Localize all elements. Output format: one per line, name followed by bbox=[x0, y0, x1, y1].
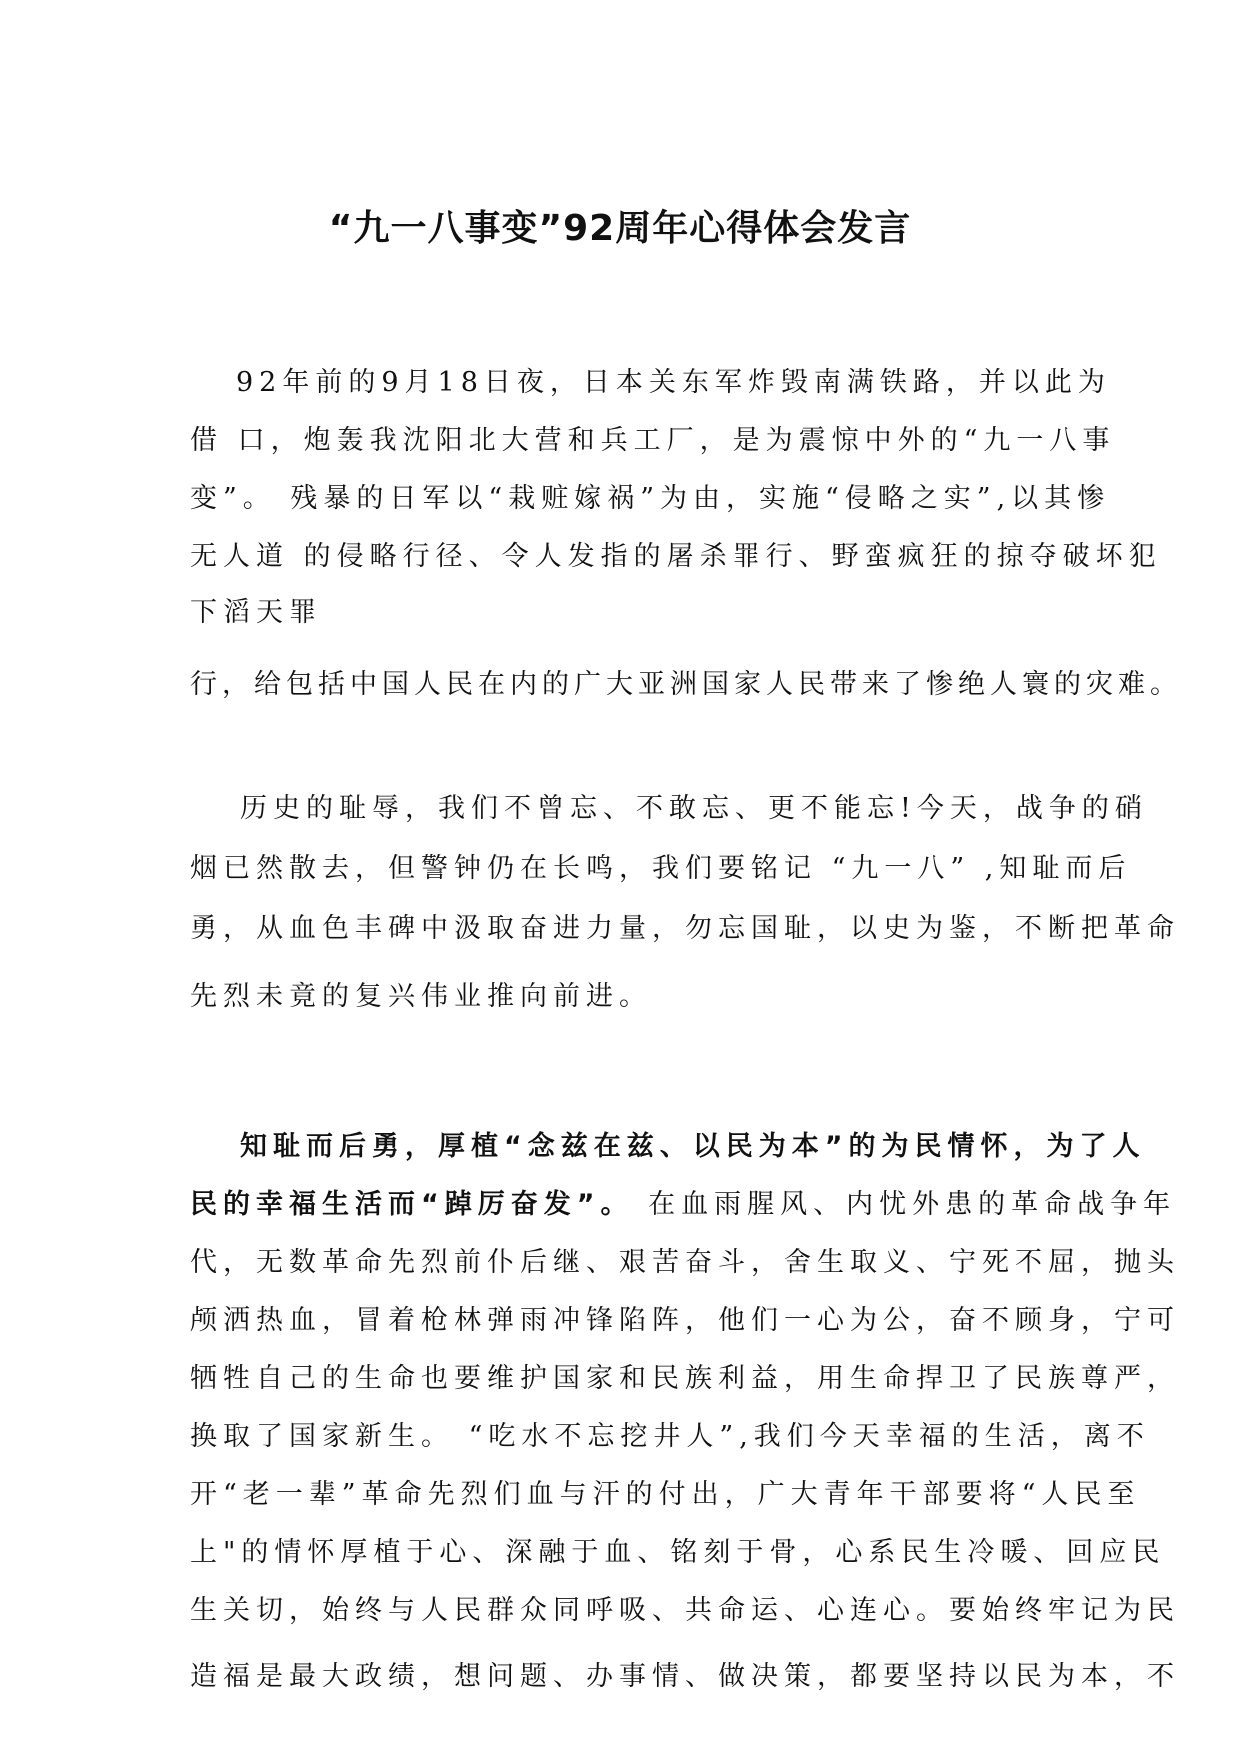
paragraph-3-line-1 bbox=[240, 1124, 1146, 1163]
paragraph-2-line-4: 先烈未竟的复兴伟业推向前进。 bbox=[190, 981, 652, 1012]
paragraph-3-line-8: 上"的情怀厚植于心、深融于血、铭刻于骨，心系民生冷暖、回应民 bbox=[190, 1537, 1166, 1568]
paragraph-3-line-9: 生关切，始终与人民群众同呼吸、共命运、心连心。要始终牢记为民 bbox=[190, 1595, 1180, 1626]
paragraph-1-line-6: 行，给包括中国人民在内的广大亚洲国家人民带来了惨绝人寰的灾难。 bbox=[190, 669, 1182, 700]
paragraph-3-line-7: 开“老一辈”革命先烈们血与汗的付出，广大青年干部要将“人民至 bbox=[190, 1479, 1141, 1510]
paragraph-3-line-5: 牺牲自己的生命也要维护国家和民族利益，用生命捍卫了民族尊严， bbox=[190, 1363, 1180, 1394]
paragraph-2-line-3: 勇，从血色丰碑中汲取奋进力量，勿忘国耻，以史为鉴，不断把革命 bbox=[190, 913, 1180, 944]
document-title: “九一八事变”92周年心得体会发言 bbox=[328, 208, 912, 249]
paragraph-3-line-2-text: 在血雨腥风、内忧外患的革命战争年 bbox=[633, 1189, 1177, 1220]
paragraph-2-line-1: 历史的耻辱，我们不曾忘、不敢忘、更不能忘!今天，战争的硝 bbox=[240, 793, 1148, 824]
paragraph-3-line-6: 换取了国家新生。 “吃水不忘挖井人”,我们今天幸福的生活，离不 bbox=[190, 1421, 1150, 1452]
paragraph-3-heading-part-2: 民的幸福生活而“踔厉奋发”。 bbox=[190, 1189, 634, 1220]
paragraph-1-line-1: 92年前的9月18日夜，日本关东军炸毁南满铁路，并以此为 bbox=[236, 367, 1111, 398]
paragraph-1-line-3: 变”。 残暴的日军以“栽赃嫁祸”为由，实施“侵略之实”,以其惨 bbox=[190, 483, 1111, 514]
paragraph-3-line-4: 颅洒热血，冒着枪林弹雨冲锋陷阵，他们一心为公，奋不顾身，宁可 bbox=[190, 1305, 1180, 1336]
paragraph-3-line-2 bbox=[190, 1182, 1176, 1221]
paragraph-1-line-2: 借 口，炮轰我沈阳北大营和兵工厂，是为震惊中外的“九一八事 bbox=[190, 425, 1116, 456]
paragraph-3-line-10: 造福是最大政绩，想问题、办事情、做决策，都要坚持以民为本，不 bbox=[190, 1661, 1180, 1692]
paragraph-1-line-5: 下滔天罪 bbox=[190, 597, 322, 628]
paragraph-3-line-3: 代，无数革命先烈前仆后继、艰苦奋斗，舍生取义、宁死不屈，抛头 bbox=[190, 1247, 1180, 1278]
paragraph-3-heading-part-1: 知耻而后勇，厚植“念兹在兹、以民为本”的为民情怀，为了人 bbox=[240, 1131, 1146, 1162]
paragraph-2-line-2: 烟已然散去，但警钟仍在长鸣，我们要铭记 “九一八” ,知耻而后 bbox=[190, 853, 1132, 884]
paragraph-1-line-4: 无人道 的侵略行径、令人发指的屠杀罪行、野蛮疯狂的掠夺破坏犯 bbox=[190, 541, 1162, 572]
